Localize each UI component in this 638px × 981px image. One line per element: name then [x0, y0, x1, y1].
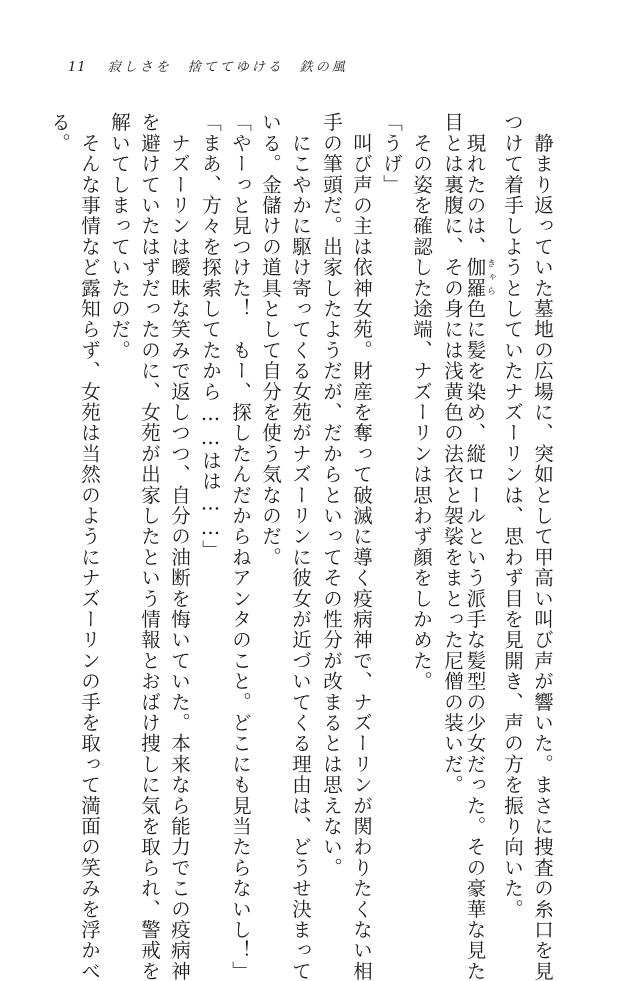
- chapter-title: 寂しさを 捨ててゆける 鉄の風: [107, 60, 348, 75]
- text-column: 叫び声の主は依神女苑。財産を奪って破滅に導く疫病神で、ナズーリンが関わりたくない相: [350, 112, 373, 981]
- text-column: 目とは裏腹に、その身には浅黄色の法衣と袈裟をまとった尼僧の装いだ。: [441, 112, 464, 796]
- text-column: 「まあ、方々を探索してたから……はは……」: [199, 112, 222, 561]
- text-column-ruby: 現れたのは、伽羅きゃら色に髪を染め、縦ロールという派手な髪型の少女だった。その豪華な見た: [463, 112, 495, 981]
- page-number: 11: [68, 60, 87, 75]
- ruby-annotation: 伽羅きゃら: [463, 256, 495, 299]
- text-column: 「やーっと見つけた！ もー、探したんだからねアンタのこと。どこにも見当たらないし！」: [229, 112, 252, 981]
- text-column: 「うげ」: [380, 112, 403, 195]
- page-header: [68, 56, 348, 75]
- text-column: 解いてしまっていたのだ。: [108, 112, 131, 361]
- text-column: ナズーリンは曖昧な笑みで返しつつ、自分の油断を悔いていた。本来なら能力でこの疫病神: [168, 112, 191, 981]
- text-column: つけて着手しようとしていたナズーリンは、思わず目を見開き、声の方を振り向いた。: [501, 112, 524, 920]
- text-column: 手の筆頭だ。出家したようだが、だからといってその性分が改まるとは思えない。: [320, 112, 343, 878]
- text-column: 静まり返っていた墓地の広場に、突如として甲高い叫び声が響いた。まさに捜査の糸口を見: [531, 112, 554, 981]
- text-column: にこやかに駆け寄ってくる女苑がナズーリンに彼女が近づいてくる理由は、どうせ決まって: [289, 112, 312, 981]
- text-column: そんな事情など露知らず、女苑は当然のようにナズーリンの手を取って満面の笑みを浮かべ: [78, 112, 101, 981]
- text-column: いる。金儲けの道具として自分を使う気なのだ。: [259, 112, 282, 568]
- text-column: を避けていたはずだったのに、女苑が出家したという情報とおばけ捜しに気を取られ、警戒を: [138, 112, 161, 981]
- ruby-reading: きゃら: [485, 256, 495, 299]
- text-column: その姿を確認した途端、ナズーリンは思わず顔をしかめた。: [410, 112, 433, 692]
- text-column: る。: [48, 112, 71, 154]
